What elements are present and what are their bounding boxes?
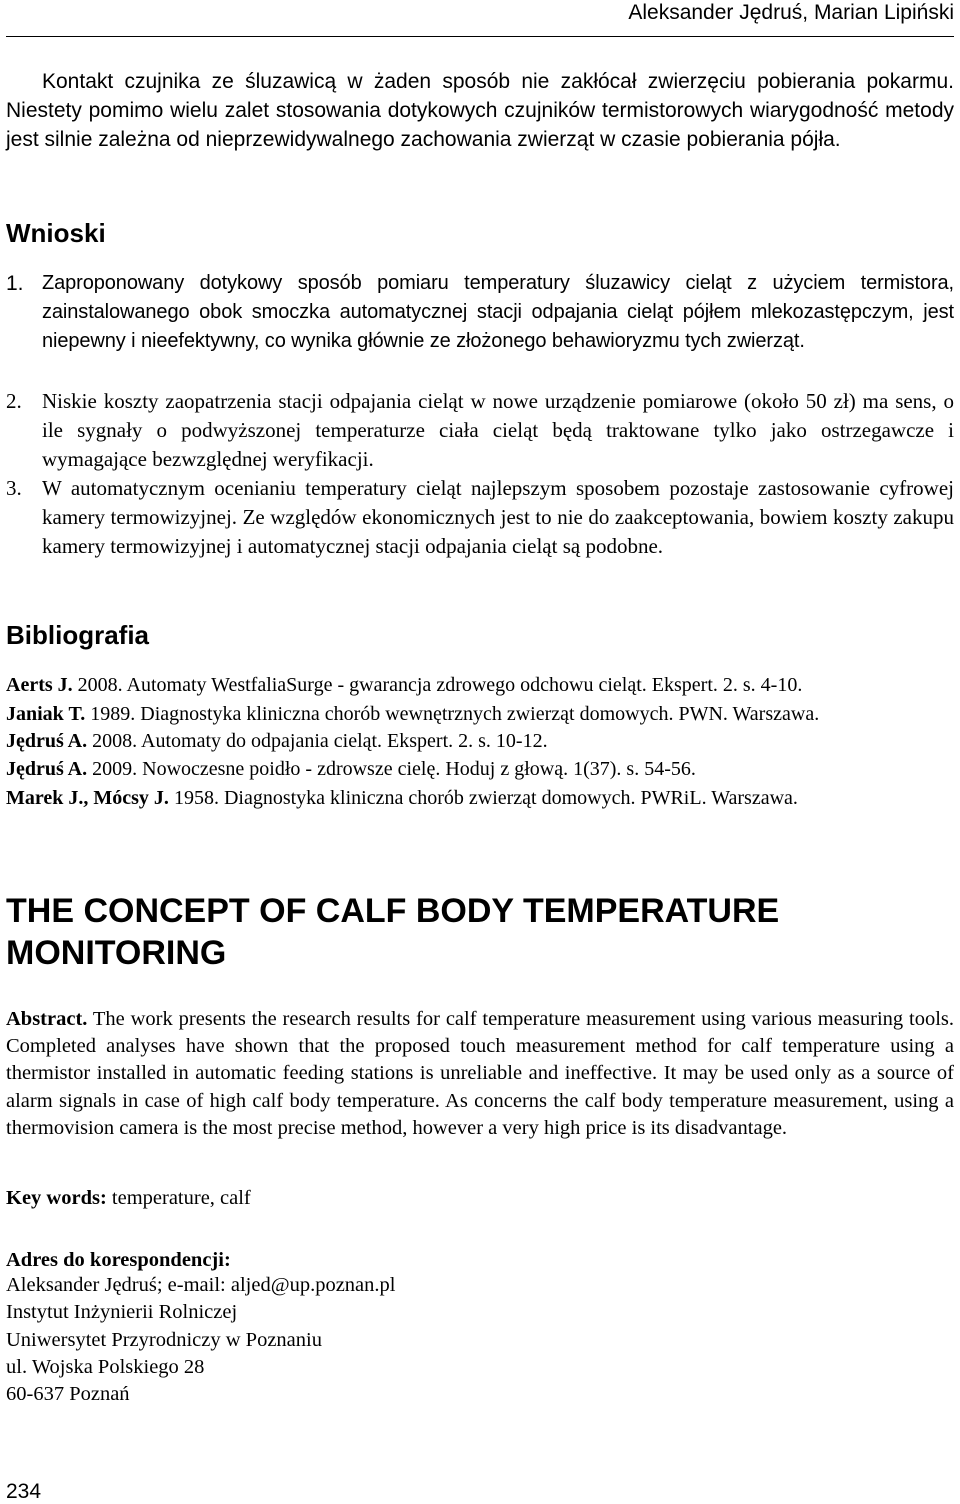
address-line: ul. Wojska Polskiego 28 xyxy=(6,1355,205,1378)
bibliography-entry xyxy=(6,755,954,783)
abstract-paragraph xyxy=(6,1006,954,1142)
conclusion-number: 3. xyxy=(6,476,22,500)
bib-authors: Jędruś A. xyxy=(6,730,88,752)
bib-details: 2008. Automaty do odpajania cieląt. Ekspert. 2. s. 10-12. xyxy=(87,730,548,752)
keywords xyxy=(6,1184,251,1212)
title-line: THE CONCEPT OF CALF BODY TEMPERATURE xyxy=(6,892,780,930)
bib-details: 2009. Nowoczesne poidło - zdrowsze cielę. Hoduj z głową. 1(37). s. 54-56. xyxy=(87,758,696,780)
address-line: 60-637 Poznań xyxy=(6,1383,130,1406)
header-authors: Aleksander Jędruś, Marian Lipiński xyxy=(628,1,954,24)
bib-details: 2008. Automaty WestfaliaSurge - gwarancja zdrowego odchowu cieląt. Ekspert. 2. s. 4-10. xyxy=(72,674,803,696)
bibliography-entry xyxy=(6,784,954,812)
title-line: MONITORING xyxy=(6,934,227,972)
address-line: Aleksander Jędruś; e-mail: aljed@up.poznan.pl xyxy=(6,1274,396,1296)
bib-details: 1989. Diagnostyka kliniczna chorób wewnętrznych zwierząt domowych. PWN. Warszawa. xyxy=(85,703,820,725)
bib-authors: Janiak T. xyxy=(6,703,86,725)
conclusion-text: Zaproponowany dotykowy sposób pomiaru temperatury śluzawicy cieląt z użyciem termistora, zainstalowanego obok smoczka automatycznej stacji odpajania cieląt pójłem mlekozastępczym, jest niepewny i nieefektywny, co wynika głównie ze złożonego behawioryzmu tych zwierząt. xyxy=(42,272,954,352)
conclusions-heading: Wnioski xyxy=(6,218,106,248)
page-number: 234 xyxy=(6,1480,42,1503)
bibliography-heading: Bibliografia xyxy=(6,620,150,650)
english-title xyxy=(6,890,954,974)
correspondence-address xyxy=(6,1272,395,1408)
correspondence-heading: Adres do korespondencji: xyxy=(6,1249,231,1271)
conclusion-number: 1. xyxy=(6,272,24,295)
bib-authors: Jędruś A. xyxy=(6,758,88,780)
abstract-text: The work presents the research results for calf temperature measurement using various measuring tools. Completed analyses have shown that the proposed touch measurement method for calf temperature using a thermistor installed in automatic feeding stations is unreliable and ineffective. It may be used only as a source of alarm signals in case of high calf body temperature. As concerns the calf body temperature measurement, using a thermovision camera is the most precise method, however a very high price is its disadvantage. xyxy=(6,1008,954,1139)
bibliography-entry xyxy=(6,700,954,728)
address-line: Uniwersytet Przyrodniczy w Poznaniu xyxy=(6,1328,322,1351)
bibliography-entry xyxy=(6,727,954,755)
bib-authors: Aerts J. xyxy=(6,674,73,696)
address-line: Instytut Inżynierii Rolniczej xyxy=(6,1301,238,1324)
running-header xyxy=(6,0,954,37)
conclusion-number: 2. xyxy=(6,389,22,413)
bib-authors: Marek J., Mócsy J. xyxy=(6,787,169,809)
conclusion-text: W automatycznym ocenianiu temperatury cieląt najlepszym sposobem pozostaje zastosowanie cyfrowej kamery termowizyjnej. Ze względów ekonomicznych jest to nie do zaakceptowania, bowiem koszty zakupu kamery termowizyjnej i automatycznej stacji odpajania cieląt są podobne. xyxy=(42,476,954,558)
bibliography-entry xyxy=(6,671,954,699)
abstract-label: Abstract. xyxy=(6,1008,88,1030)
conclusion-text: Niskie koszty zaopatrzenia stacji odpajania cieląt w nowe urządzenie pomiarowe (około 50 zł) ma sens, o ile sygnały o podwyższonej temperaturze ciała cieląt będą traktowane tylko jako ostrzegawcze i wymagające bezwzględnej weryfikacji. xyxy=(42,389,954,471)
intro-paragraph: Kontakt czujnika ze śluzawicą w żaden sposób nie zakłócał zwierzęciu pobierania pokarmu. Niestety pomimo wielu zalet stosowania dotykowych czujników termistorowych wiarygodność metody jest silnie zależna od nieprzewidywalnego zachowania zwierząt w czasie pobierania pójła. xyxy=(6,70,954,151)
keywords-label: Key words: xyxy=(6,1187,107,1209)
bib-details: 1958. Diagnostyka kliniczna chorób zwierząt domowych. PWRiL. Warszawa. xyxy=(168,787,798,809)
keywords-text: temperature, calf xyxy=(106,1187,251,1209)
